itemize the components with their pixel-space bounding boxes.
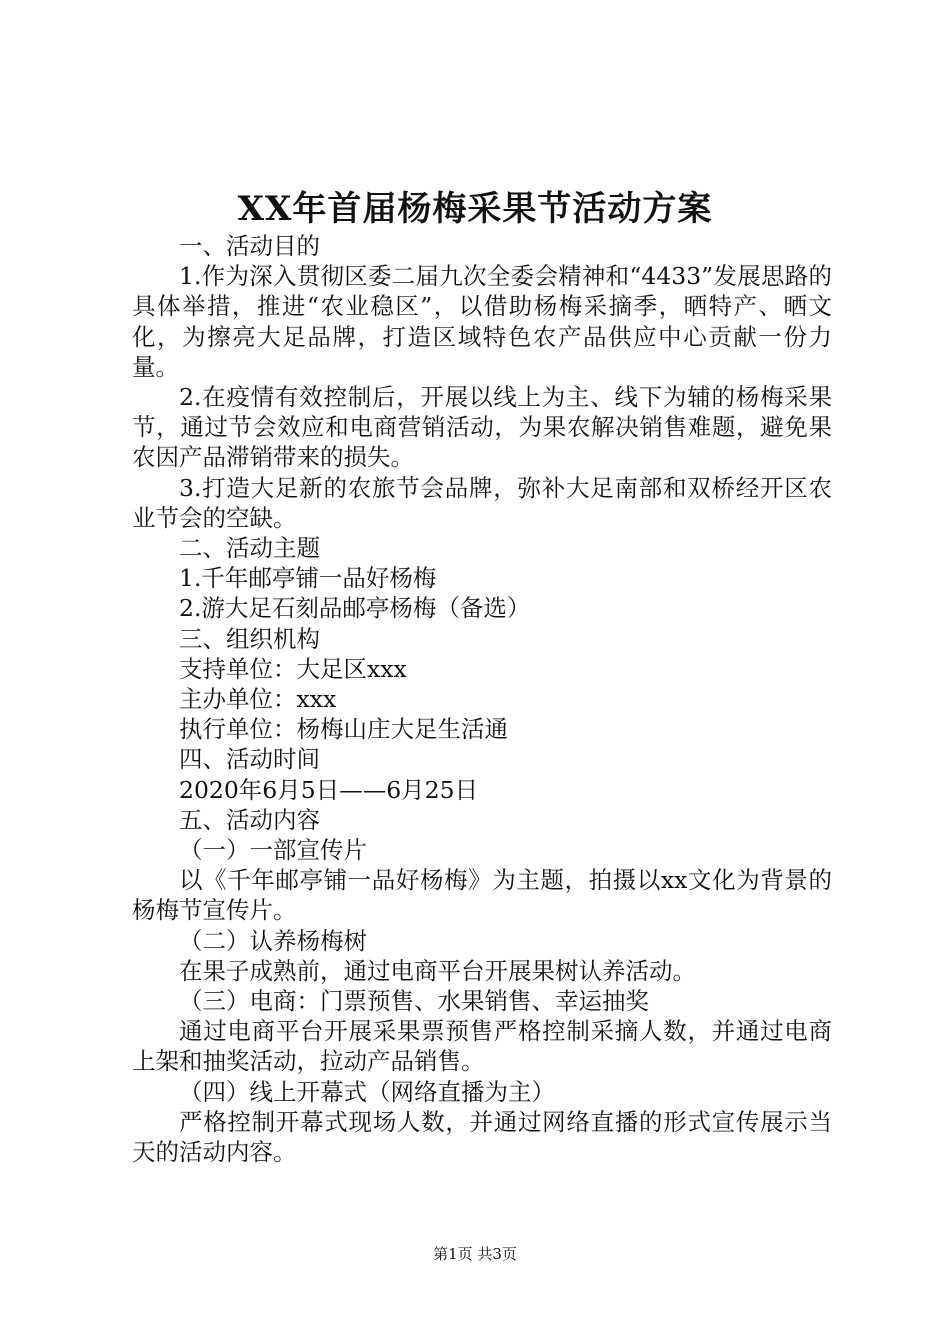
paragraph: 3.打造大足新的农旅节会品牌，弥补大足南部和双桥经开区农业节会的空缺。: [132, 473, 832, 532]
paragraph: 在果子成熟前，通过电商平台开展果树认养活动。: [179, 956, 696, 985]
paragraph: 支持单位：大足区xxx: [179, 654, 407, 683]
document-title: XX年首届杨梅采果节活动方案: [237, 189, 713, 229]
paragraph: 以《千年邮亭铺一品好杨梅》为主题，拍摄以xx文化为背景的杨梅节宣传片。: [132, 866, 832, 925]
paragraph: 通过电商平台开展采果票预售严格控制采摘人数，并通过电商上架和抽奖活动，拉动产品销售。: [132, 1017, 832, 1076]
paragraph: 执行单位：杨梅山庄大足生活通: [179, 715, 508, 744]
paragraph: 2.在疫情有效控制后，开展以线上为主、线下为辅的杨梅采果节，通过节会效应和电商营销活动，为果农解决销售难题，避免果农因产品滞销带来的损失。: [132, 383, 832, 472]
paragraph: 主办单位：xxx: [179, 685, 337, 714]
subsection-heading: （三）电商：门票预售、水果销售、幸运抽奖: [179, 987, 649, 1016]
paragraph: 1.千年邮亭铺一品好杨梅: [179, 564, 437, 593]
section-heading-content: 五、活动内容: [179, 805, 320, 834]
section-heading-time: 四、活动时间: [179, 745, 320, 774]
subsection-heading: （一）一部宣传片: [179, 836, 367, 865]
subsection-heading: （四）线上开幕式（网络直播为主）: [179, 1077, 555, 1106]
subsection-heading: （二）认养杨梅树: [179, 926, 367, 955]
section-heading-purpose: 一、活动目的: [179, 232, 320, 260]
page-footer: 第1页 共3页: [433, 1245, 517, 1263]
section-heading-organization: 三、组织机构: [179, 624, 320, 653]
paragraph: 2020年6月5日——6月25日: [179, 775, 479, 804]
section-heading-theme: 二、活动主题: [179, 534, 320, 563]
paragraph: 1.作为深入贯彻区委二届九次全委会精神和“4433”发展思路的具体举措，推进“农业稳区”，以借助杨梅采摘季，晒特产、晒文化，为擦亮大足品牌，打造区域特色农产品供应中心贡献一份力量。: [132, 262, 832, 381]
paragraph: 2.游大足石刻品邮亭杨梅（备选）: [179, 594, 531, 623]
document-body: [132, 231, 832, 1167]
paragraph: 严格控制开幕式现场人数，并通过网络直播的形式宣传展示当天的活动内容。: [132, 1107, 832, 1167]
